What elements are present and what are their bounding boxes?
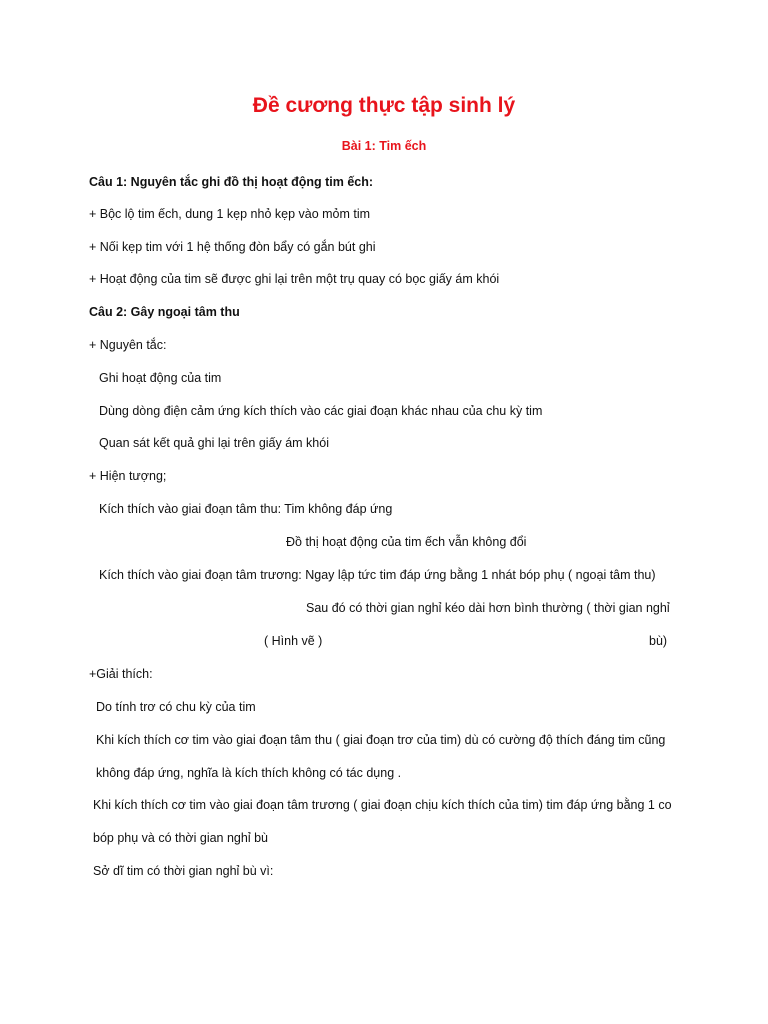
question-1-item: + Nối kẹp tim với 1 hệ thống đòn bẩy có gắn bút ghi — [89, 240, 376, 254]
explanation-line: không đáp ứng, nghĩa là kích thích không có tác dụng . — [96, 766, 402, 780]
question-2-heading: Câu 2: Gây ngoại tâm thu — [89, 305, 240, 319]
explanation-line: bóp phụ và có thời gian nghỉ bù — [93, 831, 268, 845]
phenomenon-line: bù) — [649, 634, 668, 648]
question-1-item: + Hoạt động của tim sẽ được ghi lại trên một trụ quay có bọc giấy ám khói — [89, 272, 500, 286]
question-1-heading: Câu 1: Nguyên tắc ghi đồ thị hoạt động tim ếch: — [89, 175, 374, 189]
phenomenon-line: Kích thích vào giai đoạn tâm trương: Ngay lập tức tim đáp ứng bằng 1 nhát bóp phụ ( ngoại tâm thu) — [99, 568, 656, 582]
question-1-item: + Bộc lộ tim ếch, dung 1 kẹp nhỏ kẹp vào mỏm tim — [89, 207, 371, 221]
figure-placeholder-note: ( Hình vẽ ) — [264, 634, 323, 648]
phenomenon-line: Kích thích vào giai đoạn tâm thu: Tim không đáp ứng — [99, 502, 393, 516]
principle-label: + Nguyên tắc: — [89, 338, 167, 352]
phenomenon-label: + Hiện tượng; — [89, 469, 167, 483]
explanation-line: Khi kích thích cơ tim vào giai đoạn tâm thu ( giai đoạn trơ của tim) dù có cường độ thích đáng tim cũng — [96, 733, 666, 747]
explanation-label: +Giải thích: — [89, 667, 153, 681]
phenomenon-line: Sau đó có thời gian nghỉ kéo dài hơn bình thường ( thời gian nghỉ — [306, 601, 670, 615]
principle-line: Quan sát kết quả ghi lại trên giấy ám khói — [99, 436, 329, 450]
document-title: Đề cương thực tập sinh lý — [252, 94, 516, 117]
phenomenon-line: Đồ thị hoạt động của tim ếch vẫn không đổi — [286, 535, 527, 549]
explanation-line: Do tính trơ có chu kỳ của tim — [96, 700, 256, 714]
principle-line: Dùng dòng điện cảm ứng kích thích vào các giai đoạn khác nhau của chu kỳ tim — [99, 404, 543, 418]
lesson-title: Bài 1: Tim ếch — [341, 139, 427, 153]
principle-line: Ghi hoạt động của tim — [99, 371, 222, 385]
explanation-line: Sở dĩ tim có thời gian nghỉ bù vì: — [93, 864, 274, 878]
explanation-line: Khi kích thích cơ tim vào giai đoạn tâm trương ( giai đoạn chịu kích thích của tim) tim đáp ứng bằng 1 co — [93, 798, 672, 812]
